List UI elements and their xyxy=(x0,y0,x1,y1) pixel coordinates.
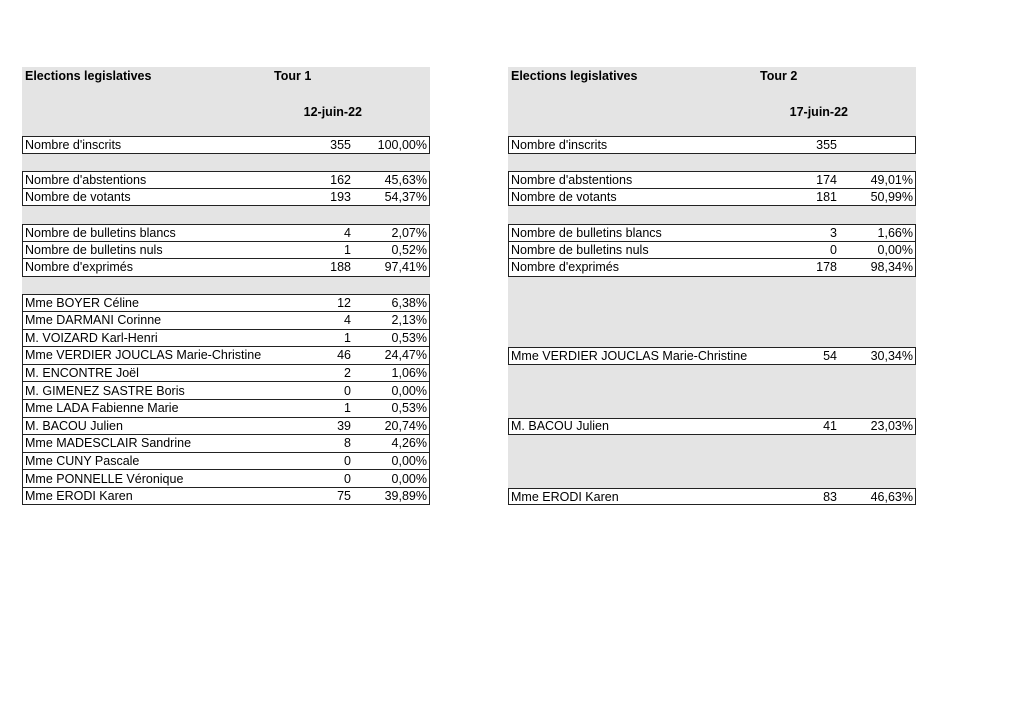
candidate-percent: 0,00% xyxy=(391,453,427,468)
table-row xyxy=(22,400,430,418)
row-percent: 0,52% xyxy=(391,242,427,257)
row-percent: 0,00% xyxy=(877,242,913,257)
candidate-votes: 8 xyxy=(344,436,351,451)
row-percent: 98,34% xyxy=(870,260,913,275)
tour2-row-nuls xyxy=(508,242,916,260)
candidate-percent: 2,13% xyxy=(391,313,427,328)
tour1-row-nuls xyxy=(22,242,430,260)
candidate-name: Mme MADESCLAIR Sandrine xyxy=(25,436,192,451)
candidate-name: Mme ERODI Karen xyxy=(511,489,619,504)
tour2-row-exprimes xyxy=(508,259,916,277)
tour1-title: Elections legislatives xyxy=(25,69,152,83)
candidate-percent: 0,53% xyxy=(391,330,427,345)
table-row xyxy=(508,488,916,506)
table-row xyxy=(22,330,430,348)
candidate-votes: 0 xyxy=(344,453,351,468)
candidate-percent: 0,00% xyxy=(391,383,427,398)
row-label: Nombre d'exprimés xyxy=(25,260,133,275)
candidate-votes: 0 xyxy=(344,383,351,398)
candidate-votes: 1 xyxy=(344,401,351,416)
row-percent: 100,00% xyxy=(377,137,427,152)
row-label: Nombre de bulletins blancs xyxy=(25,225,176,240)
candidate-votes: 12 xyxy=(337,296,351,311)
candidate-percent: 30,34% xyxy=(870,348,913,363)
tour1-round: Tour 1 xyxy=(274,69,312,83)
candidate-name: Mme ERODI Karen xyxy=(25,489,133,504)
candidate-percent: 46,63% xyxy=(870,489,913,504)
candidate-percent: 4,26% xyxy=(391,436,427,451)
tour2-row-abstentions xyxy=(508,171,916,189)
candidate-votes: 54 xyxy=(823,348,837,363)
tour2-date: 17-juin-22 xyxy=(789,105,848,119)
candidate-name: Mme BOYER Céline xyxy=(25,296,139,311)
tour2-round: Tour 2 xyxy=(760,69,798,83)
row-count: 3 xyxy=(830,225,837,240)
candidate-percent: 20,74% xyxy=(384,418,427,433)
candidate-name: Mme PONNELLE Véronique xyxy=(25,471,184,486)
row-label: Nombre d'inscrits xyxy=(511,137,608,152)
candidate-votes: 39 xyxy=(337,418,351,433)
candidate-name: M. VOIZARD Karl-Henri xyxy=(25,330,158,345)
table-row xyxy=(22,312,430,330)
tour1-candidates xyxy=(22,294,430,505)
row-percent: 97,41% xyxy=(384,260,427,275)
row-label: Nombre de votants xyxy=(511,190,617,205)
row-count: 0 xyxy=(830,242,837,257)
row-count: 193 xyxy=(330,190,351,205)
table-row xyxy=(22,435,430,453)
row-percent: 1,66% xyxy=(877,225,913,240)
candidate-name: M. BACOU Julien xyxy=(511,419,609,434)
table-row xyxy=(22,488,430,506)
row-label: Nombre d'abstentions xyxy=(25,172,147,187)
row-label: Nombre de bulletins nuls xyxy=(25,242,163,257)
candidate-percent: 0,00% xyxy=(391,471,427,486)
candidate-votes: 75 xyxy=(337,489,351,504)
candidate-votes: 83 xyxy=(823,489,837,504)
tour2-title: Elections legislatives xyxy=(511,69,638,83)
candidate-votes: 41 xyxy=(823,419,837,434)
table-row xyxy=(22,347,430,365)
candidate-percent: 24,47% xyxy=(384,348,427,363)
row-count: 174 xyxy=(816,172,837,187)
row-count: 4 xyxy=(344,225,351,240)
candidate-name: Mme DARMANI Corinne xyxy=(25,313,162,328)
row-label: Nombre de bulletins nuls xyxy=(511,242,649,257)
tour1-row-abstentions xyxy=(22,171,430,189)
tour1-panel xyxy=(22,67,430,505)
candidate-name: Mme CUNY Pascale xyxy=(25,453,140,468)
row-percent: 2,07% xyxy=(391,225,427,240)
table-row xyxy=(22,382,430,400)
tour2-row-blancs xyxy=(508,224,916,242)
candidate-name: Mme VERDIER JOUCLAS Marie-Christine xyxy=(511,348,748,363)
tour1-header xyxy=(22,67,430,136)
row-label: Nombre de bulletins blancs xyxy=(511,225,662,240)
tour1-row-votants xyxy=(22,189,430,207)
table-row xyxy=(508,347,916,365)
row-percent: 50,99% xyxy=(870,190,913,205)
row-percent: 54,37% xyxy=(384,190,427,205)
candidate-percent: 39,89% xyxy=(384,489,427,504)
candidate-name: M. BACOU Julien xyxy=(25,418,123,433)
table-row xyxy=(22,470,430,488)
tour2-header xyxy=(508,67,916,136)
candidate-name: M. GIMENEZ SASTRE Boris xyxy=(25,383,185,398)
candidate-votes: 46 xyxy=(337,348,351,363)
candidate-name: M. ENCONTRE Joël xyxy=(25,366,139,381)
row-label: Nombre d'inscrits xyxy=(25,137,122,152)
row-count: 181 xyxy=(816,190,837,205)
tour2-panel xyxy=(508,67,916,505)
tour1-row-exprimes xyxy=(22,259,430,277)
row-count: 178 xyxy=(816,260,837,275)
row-count: 355 xyxy=(816,137,837,152)
row-label: Nombre de votants xyxy=(25,190,131,205)
row-count: 162 xyxy=(330,172,351,187)
table-row xyxy=(508,418,916,436)
row-count: 355 xyxy=(330,137,351,152)
candidate-name: Mme LADA Fabienne Marie xyxy=(25,401,179,416)
candidate-votes: 2 xyxy=(344,366,351,381)
row-label: Nombre d'abstentions xyxy=(511,172,633,187)
table-row xyxy=(22,418,430,436)
candidate-votes: 0 xyxy=(344,471,351,486)
tour2-candidates xyxy=(508,294,916,505)
row-percent: 49,01% xyxy=(870,172,913,187)
candidate-percent: 6,38% xyxy=(391,296,427,311)
candidate-percent: 23,03% xyxy=(870,419,913,434)
candidate-votes: 4 xyxy=(344,313,351,328)
tour2-row-inscrits xyxy=(508,136,916,154)
candidate-percent: 0,53% xyxy=(391,401,427,416)
tour2-row-votants xyxy=(508,189,916,207)
tour1-date: 12-juin-22 xyxy=(303,105,362,119)
candidate-percent: 1,06% xyxy=(391,366,427,381)
row-count: 1 xyxy=(344,242,351,257)
table-row xyxy=(22,453,430,471)
row-label: Nombre d'exprimés xyxy=(511,260,619,275)
candidate-votes: 1 xyxy=(344,330,351,345)
row-percent: 45,63% xyxy=(384,172,427,187)
candidate-name: Mme VERDIER JOUCLAS Marie-Christine xyxy=(25,348,262,363)
row-count: 188 xyxy=(330,260,351,275)
table-row xyxy=(22,294,430,312)
tour1-row-inscrits xyxy=(22,136,430,154)
tour1-row-blancs xyxy=(22,224,430,242)
table-row xyxy=(22,365,430,383)
